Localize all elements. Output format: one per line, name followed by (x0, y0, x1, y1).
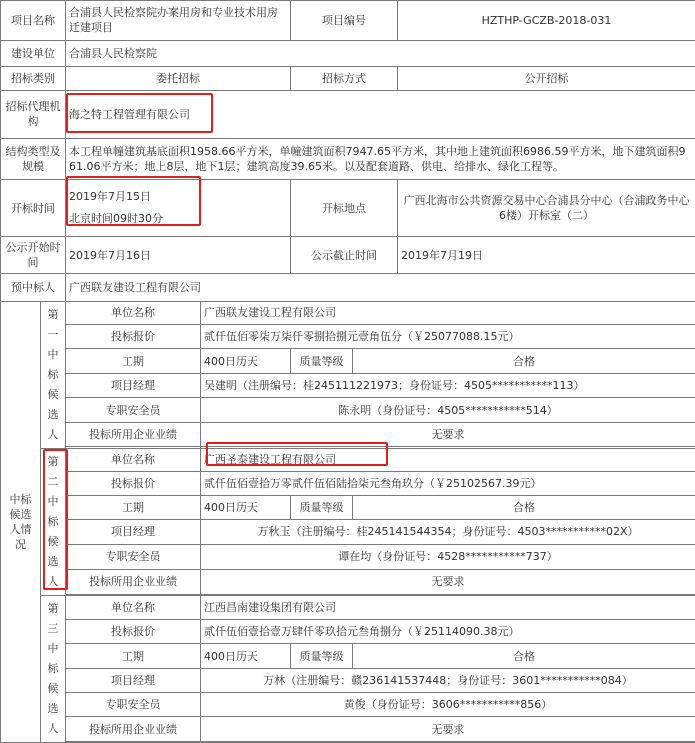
c2-row-unit (1, 448, 695, 472)
c1-performance-label: 投标所用企业业绩 (66, 422, 201, 447)
winner: 广西联友建设工程有限公司 (66, 274, 695, 301)
winner-label: 预中标人 (1, 274, 66, 301)
project-no: HZTHP-GCZB-2018-031 (398, 1, 695, 41)
open-date: 2019年7月15日 (69, 190, 151, 204)
c1-bid: 贰仟伍佰零柒万柒仟零捌拾捌元壹角伍分（￥25077088.15元） (201, 324, 695, 349)
c1-row-period (1, 349, 695, 374)
c2-period-label: 工期 (66, 496, 201, 520)
open-time-label: 开标时间 (1, 180, 66, 236)
tender-type: 委托招标 (66, 66, 291, 90)
c1-unit: 广西联友建设工程有限公司 (201, 301, 695, 324)
tender-method: 公开招标 (398, 66, 695, 90)
c3-row-safety (1, 693, 695, 717)
open-datetime (66, 180, 291, 236)
c2-safety-label: 专职安全员 (66, 544, 201, 569)
tender-type-label: 招标类别 (1, 66, 66, 90)
c2-performance: 无要求 (201, 569, 695, 594)
c2-performance-label: 投标所用企业业绩 (66, 569, 201, 594)
c1-row-bid (1, 324, 695, 349)
tender-method-label: 招标方式 (291, 66, 398, 90)
c1-row-unit (1, 301, 695, 324)
row-open (1, 180, 695, 236)
c3-safety-label: 专职安全员 (66, 693, 201, 717)
c2-quality-label: 质量等级 (291, 496, 353, 520)
c3-unit-label: 单位名称 (66, 595, 201, 619)
open-time: 北京时间09时30分 (69, 212, 163, 226)
row-builder (1, 40, 695, 66)
c2-unit-label: 单位名称 (66, 448, 201, 472)
c2-quality: 合格 (353, 496, 695, 520)
builder: 合浦县人民检察院 (66, 40, 695, 66)
c3-quality-label: 质量等级 (291, 644, 353, 668)
c3-performance: 无要求 (201, 717, 695, 741)
c2-period: 400日历天 (201, 496, 291, 520)
c1-row-safety (1, 398, 695, 423)
row-structure (1, 138, 695, 180)
c3-quality: 合格 (353, 644, 695, 668)
c3-performance-label: 投标所用企业业绩 (66, 717, 201, 741)
c1-safety: 陈永明（身份证号：4505***********514） (201, 398, 695, 423)
c3-period-label: 工期 (66, 644, 201, 668)
project-no-label: 项目编号 (291, 1, 398, 41)
c3-row-performance (1, 717, 695, 741)
c3-unit: 江西昌南建设集团有限公司 (201, 595, 695, 619)
pub-end-label: 公示截止时间 (291, 236, 398, 274)
c2-rank-label: 第 二 中 标 候 选 人 (41, 448, 66, 595)
c2-row-performance (1, 569, 695, 594)
c2-bid: 贰仟伍佰壹拾万零贰仟伍佰陆拾柒元叁角玖分（￥25102567.39元） (201, 472, 695, 496)
c3-row-manager (1, 668, 695, 692)
c3-row-bid (1, 620, 695, 644)
c2-row-period (1, 496, 695, 520)
pub-start-label: 公示开始时间 (1, 236, 66, 274)
row-winner (1, 274, 695, 301)
c2-row-manager (1, 519, 695, 544)
c1-manager-label: 项目经理 (66, 373, 201, 398)
pub-end: 2019年7月19日 (398, 236, 695, 274)
c2-unit: 广西圣泰建设工程有限公司 (201, 448, 695, 472)
c2-manager: 万秋玉（注册编号：桂245141544354；身份证号：4503***********02X） (201, 519, 695, 544)
c2-manager-label: 项目经理 (66, 519, 201, 544)
agency: 海之特工程管理有限公司 (66, 90, 695, 138)
open-place-label: 开标地点 (291, 180, 398, 236)
c1-unit-label: 单位名称 (66, 301, 201, 324)
c2-safety: 谭在均（身份证号：4528***********737） (201, 544, 695, 569)
c3-rank-label: 第 三 中 标 候 选 人 (41, 595, 66, 742)
row-publicity (1, 236, 695, 274)
project-name-label: 项目名称 (1, 1, 66, 41)
c1-quality-label: 质量等级 (291, 349, 353, 374)
row-agency (1, 90, 695, 138)
c1-row-performance (1, 422, 695, 447)
c1-safety-label: 专职安全员 (66, 398, 201, 423)
c3-manager: 万林（注册编号：赣236141537448；身份证号：3601***********084） (201, 668, 695, 692)
c3-bid-label: 投标报价 (66, 620, 201, 644)
c1-bid-label: 投标报价 (66, 324, 201, 349)
c1-quality: 合格 (353, 349, 695, 374)
agency-label: 招标代理机构 (1, 90, 66, 138)
c1-rank-label: 第 一 中 标 候 选 人 (41, 301, 66, 448)
structure-label: 结构类型及规模 (1, 138, 66, 180)
row-project-name (1, 1, 695, 41)
row-tender-type (1, 66, 695, 90)
c3-bid: 贰仟伍佰壹拾壹万肆仟零玖拾元叁角捌分（￥25114090.38元） (201, 620, 695, 644)
c3-row-period (1, 644, 695, 668)
c1-period-label: 工期 (66, 349, 201, 374)
open-place: 广西北海市公共资源交易中心合浦县分中心（合浦政务中心6楼）开标室（二） (398, 180, 695, 236)
candidates-section-label: 中标候选人情况 (1, 301, 41, 743)
c1-period: 400日历天 (201, 349, 291, 374)
c2-row-safety (1, 544, 695, 569)
c3-row-unit (1, 595, 695, 619)
c3-manager-label: 项目经理 (66, 668, 201, 692)
c1-manager: 吴建明（注册编号：桂245111221973；身份证号：4505***********113） (201, 373, 695, 398)
project-name: 合浦县人民检察院办案用房和专业技术用房迁建项目 (66, 1, 291, 41)
c2-bid-label: 投标报价 (66, 472, 201, 496)
builder-label: 建设单位 (1, 40, 66, 66)
c3-safety: 黄俊（身份证号：3606***********856） (201, 693, 695, 717)
c1-performance: 无要求 (201, 422, 695, 447)
pub-start: 2019年7月16日 (66, 236, 291, 274)
c2-row-bid (1, 472, 695, 496)
c1-row-manager (1, 373, 695, 398)
c3-period: 400日历天 (201, 644, 291, 668)
structure: 本工程单幢建筑基底面积1958.66平方米，单幢建筑面积7947.65平方米，其中地上建筑面积6986.59平方米，地下建筑面积961.06平方米；地上8层，地下1层；建筑高度39.65米。以及配套道路、供电、给排水、绿化工程等。 (66, 138, 695, 180)
